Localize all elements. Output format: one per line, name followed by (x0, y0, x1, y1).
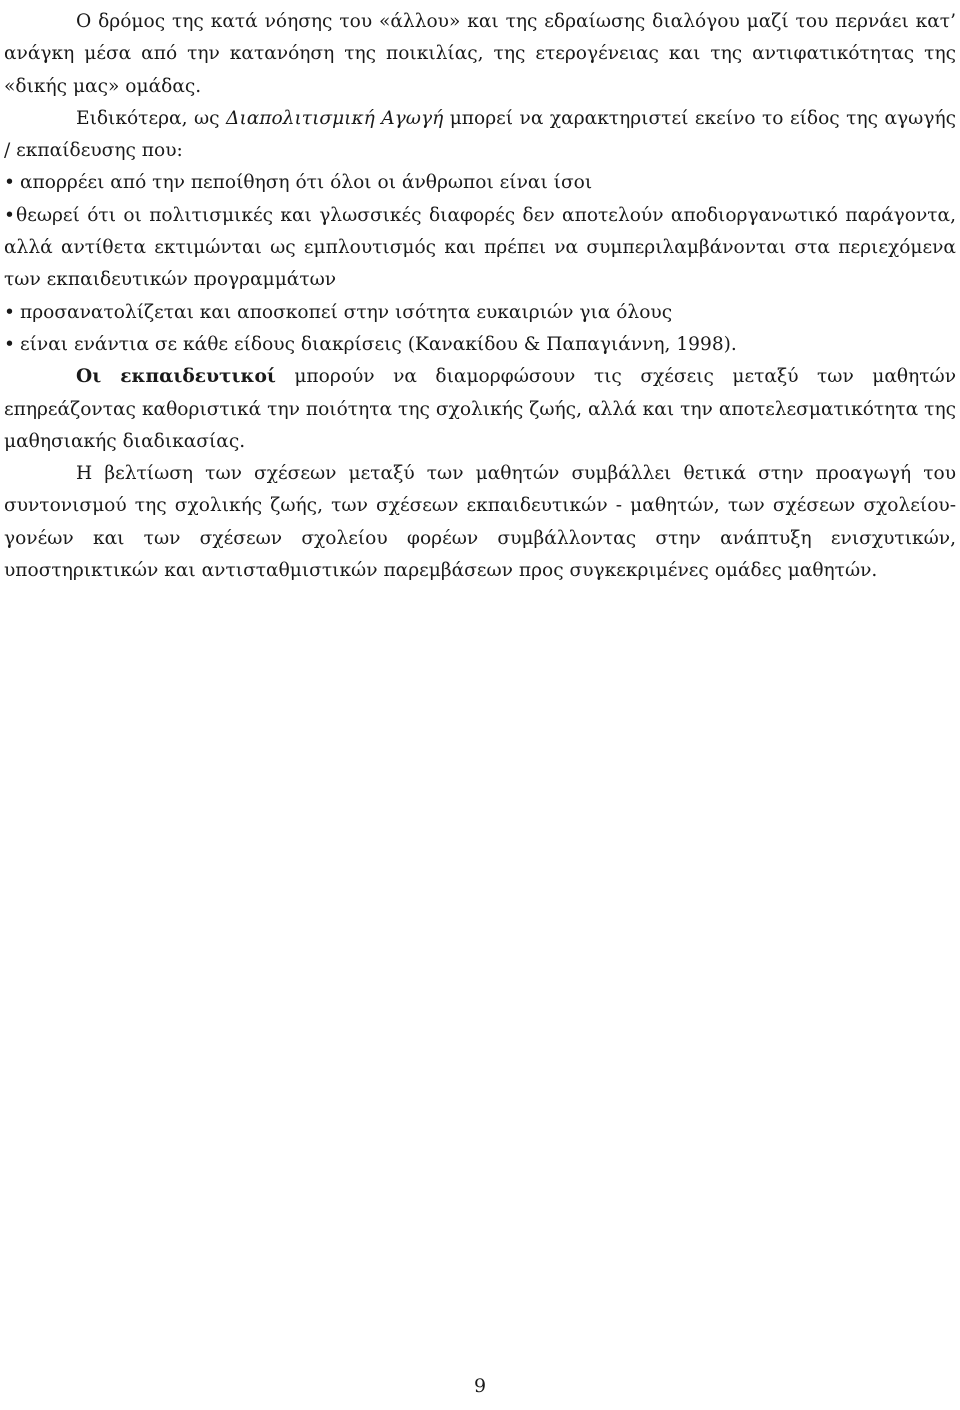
list-item (4, 200, 956, 297)
list-item (4, 297, 956, 329)
list-item-text: προσανατολίζεται και αποσκοπεί στην ισότητα ευκαιριών για όλους (20, 301, 673, 323)
bullet-icon: • (4, 301, 15, 323)
list-item (4, 329, 956, 361)
definition-continuation: μπορεί να χαρακτηριστεί εκείνο το είδος της αγωγής / εκπαίδευσης που: (4, 107, 956, 162)
bullet-icon: • (4, 172, 15, 194)
list-item-text: απορρέει από την πεποίθηση ότι όλοι οι άνθρωποι είναι ίσοι (20, 172, 593, 194)
teachers-role-text: μπορούν να διαμορφώσουν τις σχέσεις μεταξύ των μαθητών επηρεάζοντας καθοριστικά την ποιότητα της σχολικής ζωής, αλλά και την αποτελεσματικότητα της μαθησιακής διαδικασίας. (4, 366, 956, 452)
intercultural-education-term: Διαπολιτισμική Αγωγή (226, 107, 444, 129)
list-item-text: είναι ενάντια σε κάθε είδους διακρίσεις (Κανακίδου & Παπαγιάννη, 1998). (20, 333, 737, 355)
page-number: 9 (473, 1375, 487, 1397)
document-page (4, 6, 956, 587)
bullet-icon: • (4, 333, 15, 355)
paragraph-intercultural-definition (4, 103, 956, 168)
list-item-text: θεωρεί ότι οι πολιτισμικές και γλωσσικές διαφορές δεν αποτελούν αποδιοργανωτικό παράγοντα, αλλά αντίθετα εκτιμώνται ως εμπλουτισμός και πρέπει να συμπεριλαμβάνονται στα περιεχόμενα των εκπαιδευτικών προγραμμάτων (4, 204, 956, 291)
definition-intro: Ειδικότερα, ως (76, 107, 227, 129)
teachers-emphasis: Οι εκπαιδευτικοί (76, 366, 276, 388)
paragraph-other-understanding: Ο δρόμος της κατά νόησης του «άλλου» και της εδραίωσης διαλόγου μαζί του περνάει κατ’ ανάγκη μέσα από την κατανόηση της ποικιλίας, της ετερογένειας και της αντιφατικότητας της «δικής μας» ομάδας. (4, 11, 956, 97)
paragraph-teachers-role (4, 361, 956, 458)
bullet-icon: • (4, 204, 15, 226)
list-item (4, 167, 956, 199)
paragraph-relationships-improvement: Η βελτίωση των σχέσεων μεταξύ των μαθητών συμβάλλει θετικά στην προαγωγή του συντονισμού της σχολικής ζωής, των σχέσεων εκπαιδευτικών - μαθητών, των σχέσεων σχολείου-γονέων και των σχέσεων σχολείου φορέων συμβάλλοντας στην ανάπτυξη ενισχυτικών, υποστηρικτικών και αντισταθμιστικών παρεμβάσεων προς συγκεκριμένες ομάδες μαθητών. (4, 463, 956, 582)
